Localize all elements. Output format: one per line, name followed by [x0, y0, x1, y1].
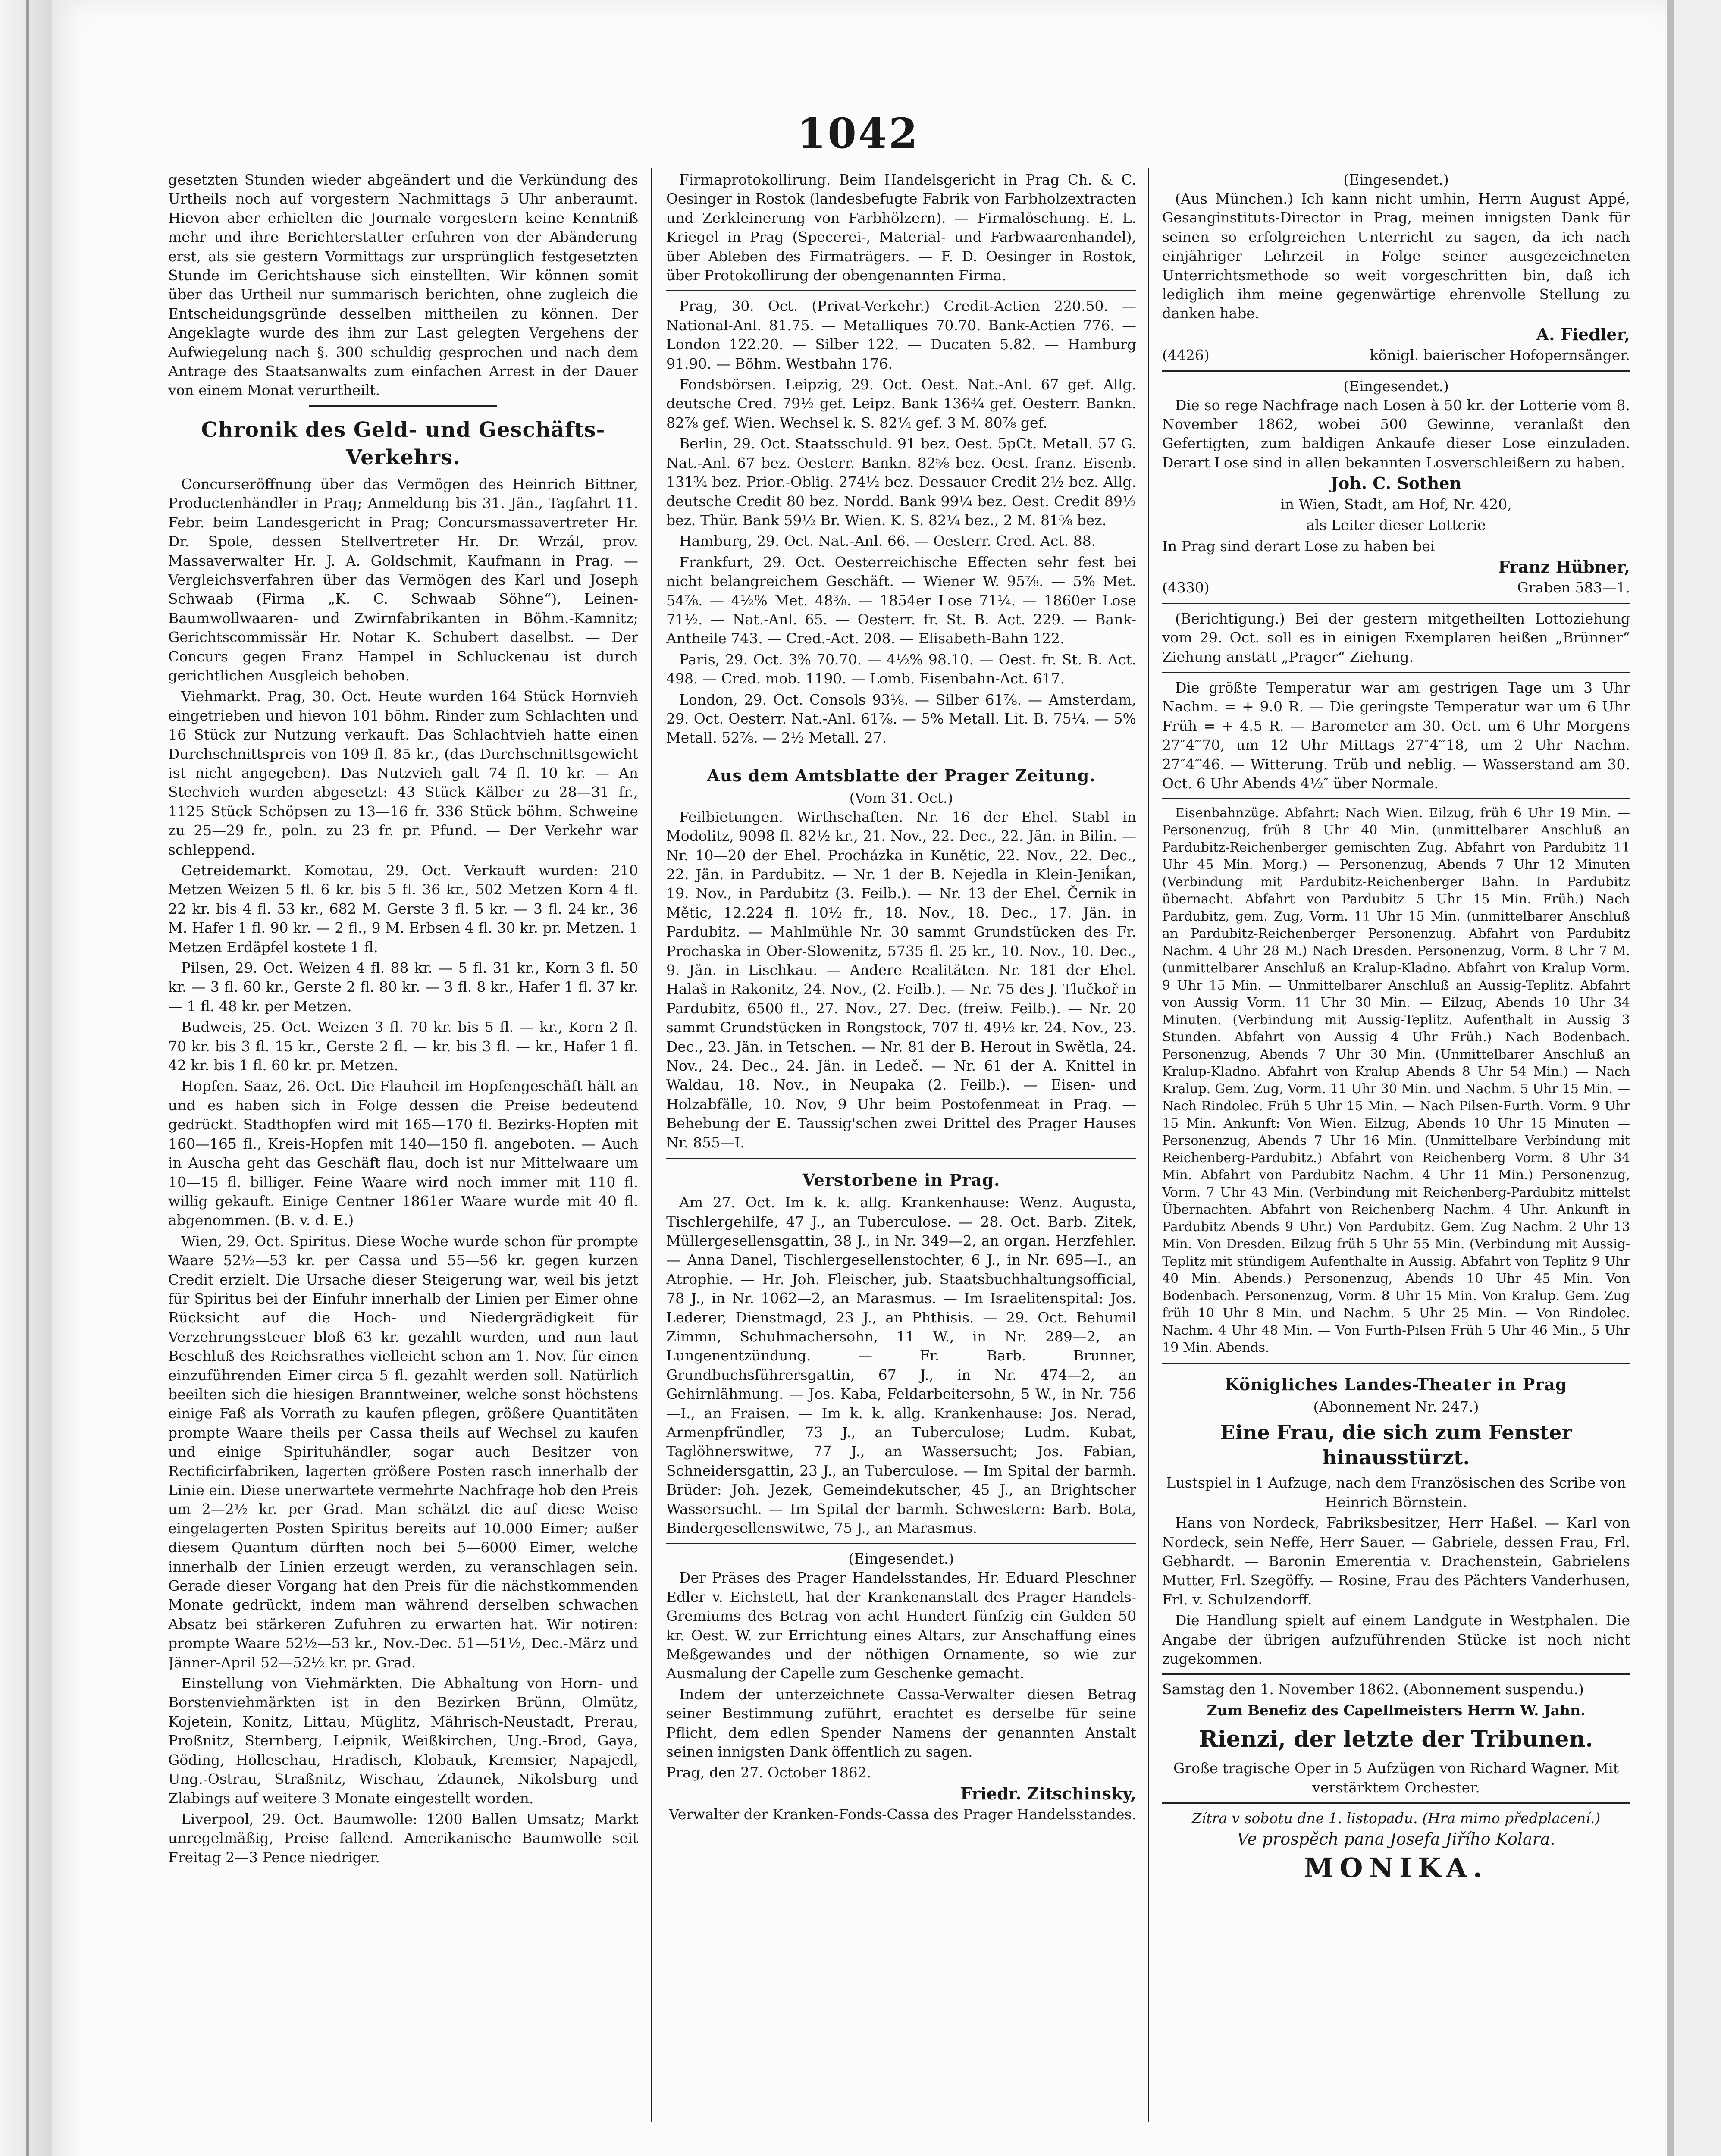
play-title-monika: MONIKA.: [1304, 1852, 1489, 1883]
page-edge-line: [1667, 0, 1674, 2156]
eingesendet-label-1: (Eingesendet.): [1343, 171, 1449, 188]
paragraph-prag-boerse: Prag, 30. Oct. (Privat-Verkehr.) Credit-Actien 220.50. — National-Anl. 81.75. — Metalliques 70.70. Bank-Actien 776. — London 122.20. — Silber 122. — Ducaten 5.82. — Hamburg 91.90. — Böhm. Westbahn 176.: [666, 298, 1136, 372]
separator: [666, 1543, 1136, 1544]
signature-fiedler: A. Fiedler,: [1536, 324, 1630, 344]
lotterie-prag-note: In Prag sind derart Lose zu haben bei: [1162, 537, 1435, 555]
separator: [1162, 603, 1630, 604]
paragraph-eingesendet: Der Präses des Prager Handelsstandes, Hr. Eduard Pleschner Edler v. Eichstett, hat der Krankenanstalt des Prager Handels-Gremiums des Betrag von acht Hundert fünfzig ein Gulden 50 kr. Oest. W. zur Errichtung eines Altars, zur Anschaffung eines Meßgewandes und der nöthigen Ornamente, so wie zur Ausmalung der Capelle zum Geschenke gemacht.: [666, 1569, 1136, 1682]
separator: [1162, 798, 1630, 799]
paragraph-feilbietungen: Feilbietungen. Wirthschaften. Nr. 16 der Ehel. Stabl in Modolitz, 9098 fl. 82½ kr., 21. Nov., 22. Dec., 22. Jän. in Bilin. — Nr. 10—20 der Ehel. Procházka in Kunětic, 22. Nov., 22. Dec., 22. Jän. in Pardubitz. — Nr. 1 der B. Nejedla in Klein-Jeniḱan, 19. Nov., in Pardubitz (3. Feilb.). — Nr. 13 der Ehel. Černik in Mětic, 12.224 fl. 10½ fr., 18. Nov., 18. Dec., 17. Jän. in Pardubitz. — Mahlmühle Nr. 30 sammt Grundstücken des Fr. Prochaska in Ober-Slowenitz, 5735 fl. 25 kr., 10. Nov., 10. Dec., 9. Jän. in Lischkau. — Andere Realitäten. Nr. 181 der Ehel. Halaš in Rakonitz, 24. Nov., (2. Feilb.). — Nr. 75 des J. Tlučkoř in Pardubitz, 6500 fl., 27. Nov., 27. Dec. (freiw. Feilb.). — Nr. 20 sammt Grundstücken in Rongstock, 707 fl. 49½ kr. 24. Nov., 23. Dec., 23. Jän. in Tetschen. — Nr. 81 der B. Herout in Swětla, 24. Nov., 24. Dec., 24. Jän. in Ledeč. — Nr. 61 der A. Knittel in Waldau, 18. Nov., in Neupaka (2. Feilb.). — Eisen- und Holzabfälle, 10. Nov, 9 Uhr beim Postofenmeat in Prag. — Behebung der E. Taussig'schen zwei Drittel des Prager Hauses Nr. 855—I.: [666, 808, 1136, 1151]
paragraph-viehmarkt: Viehmarkt. Prag, 30. Oct. Heute wurden 164 Stück Hornvieh eingetrieben und hievon 101 böhm. Rinder zum Schlachten und 16 Stück zur Nutzung verkauft. Das Schlachtvieh hatte einen Durchschnittspreis von 109 fl. 85 kr., (das Durchschnittsgewicht ist nicht angegeben). Das Nutzvieh galt 74 fl. 10 kr. — An Stechvieh wurden abgesetzt: 43 Stück Kälber zu 28—31 fr., 1125 Stück Schöpsen zu 13—16 fr. 336 Stück böhm. Schweine zu 25—29 fr., poln. zu 23 fr. pr. Pfund. — Der Verkehr war schleppend.: [168, 688, 638, 858]
signature-sothen-addr: in Wien, Stadt, am Hof, Nr. 420,: [1280, 495, 1512, 513]
ad-number: (4330): [1162, 579, 1210, 596]
separator: [666, 1158, 1136, 1161]
section-subtitle-amtsblatt: (Vom 31. Oct.): [849, 789, 953, 806]
paragraph-fondsboersen: Fondsbörsen. Leipzig, 29. Oct. Oest. Nat.-Anl. 67 gef. Allg. deutsche Cred. 79½ gef. Leipz. Bank 136¾ gef. Oesterr. Bankn. 82⅞ gef. Wien. Wechsel k. S. 82¼ gef. 3 M. 80⅞ gef.: [666, 376, 1136, 431]
paragraph-london: London, 29. Oct. Consols 93⅛. — Silber 61⅞. — Amsterdam, 29. Oct. Oesterr. Nat.-Anl. 61⅞. — 5% Metall. Lit. B. 75¼. — 5% Metall. 52⅞. — 2½ Metall. 27.: [666, 691, 1136, 746]
opera-description: Große tragische Oper in 5 Aufzügen von Richard Wagner. Mit verstärktem Orchester.: [1173, 1760, 1619, 1796]
separator: [1162, 1363, 1630, 1366]
czech-line-2: Ve prospěch pana Josefa Jiřího Kolara.: [1237, 1830, 1555, 1849]
article-continuation: gesetzten Stunden wieder abgeändert und die Verkündung des Urtheils noch auf vorgestern Nachmittags 5 Uhr anberaumt. Hievon aber erhielten die Journale vorgestern keine Kenntniß mehr und ihre Berichterstatter erfuhren von der Abänderung erst, als sie gestern Vormittags zur ursprünglich festgesetzten Stunde im Gerichtshause sich einstellten. Wir können somit über das Urtheil nur summarisch berichten, ohne zugleich die Entscheidungsgründe desselben mittheilen zu können. Der Angeklagte wurde des ihm zur Last gelegten Vergehens der Aufwiegelung nach §. 300 schuldig gesprochen und nach dem Antrage des Staatsanwalts zum einfachen Arrest in der Dauer von einem Monat verurtheilt.: [168, 171, 638, 399]
paragraph-verstorbene: Am 27. Oct. Im k. k. allg. Krankenhause: Wenz. Augusta, Tischlergehilfe, 47 J., an Tuberculose. — 28. Oct. Barb. Zitek, Müllergesellensgattin, 38 J., in Nr. 349—2, an organ. Herzfehler. — Anna Danel, Tischlergesellenstochter, 6 J., in Nr. 695—I., an Atrophie. — Hr. Joh. Fleischer, jub. Staatsbuchhaltungsofficial, 78 J., in Nr. 1062—2, an Marasmus. — Im Israelitenspital: Jos. Lederer, Dienstmagd, 23 J., an Phthisis. — 29. Oct. Behumil Zimmn, Schuhmachersohn, 11 W., in Nr. 289—2, an Lungenentzündung. — Fr. Barb. Brunner, Grundbuchsführersgattin, 67 J., in Nr. 474—2, an Gehirnlähmung. — Jos. Kaba, Feldarbeitersohn, 5 W., in Nr. 756—I., an Fraisen. — Im k. k. allg. Krankenhause: Jos. Nerad, Armenpfründler, 73 J., an Tuberculose; Ludm. Kubat, Taglöhnerswitwe, 77 J., an Wassersucht; Jos. Fabian, Schneidersgattin, 23 J., an Tuberculose. — Im Spital der barmh. Brüder: Joh. Jezek, Gemeindekutscher, 45 J., an Brightscher Wassersucht. — Im Spital der barmh. Schwestern: Barb. Bota, Bindergesellenswitwe, 75 J., an Marasmus.: [666, 1194, 1136, 1536]
column-rule-2: [1148, 168, 1149, 2122]
separator: [1162, 1673, 1630, 1675]
paragraph-eingesendet-muenchen: (Aus München.) Ich kann nicht umhin, Herrn August Appé, Gesanginstituts-Director in Prag, meinen innigsten Dank für seinen so erfolgreichen Unterricht zu sagen, da ich nach einjähriger Lehrzeit in Folge seiner ausgezeichneten Unterrichtsmethode so weit vorgeschritten bin, daß ich lediglich ihm meine gegenwärtige ehrenvolle Stellung zu danken habe.: [1162, 190, 1630, 322]
separator: [666, 290, 1136, 291]
separator: [666, 754, 1136, 757]
paragraph-eingesendet-2: Indem der unterzeichnete Cassa-Verwalter diesen Betrag seiner Bestimmung zuführt, erachtet es derselbe für seine Pflicht, dem edlen Spender Namens der genannten Anstalt seinen innigsten Dank öffentlich zu sagen.: [666, 1686, 1136, 1761]
firm-row-huebner: [1162, 578, 1630, 597]
separator: [1162, 672, 1630, 673]
paragraph-budweis: Budweis, 25. Oct. Weizen 3 fl. 70 kr. bis 5 fl. — kr., Korn 2 fl. 70 kr. bis 3 fl. 15 kr., Gerste 2 fl. — kr. bis 3 fl. — kr., Hafer 1 fl. 42 kr. bis 1 fl. 60 kr. pr. Metzen.: [168, 1018, 638, 1074]
column-left: [168, 170, 638, 2154]
ad-number: (4426): [1162, 347, 1210, 364]
page-number: 1042: [797, 109, 919, 158]
signature-role: königl. baierischer Hofopernsänger.: [1370, 347, 1630, 364]
paragraph-paris: Paris, 29. Oct. 3% 70.70. — 4½% 98.10. — Oest. fr. St. B. Act. 498. — Cred. mob. 1190. — Lomb. Eisenbahn-Act. 617.: [666, 651, 1136, 687]
column-middle: [666, 170, 1136, 2154]
play-description: Lustspiel in 1 Aufzuge, nach dem Französischen des Scribe von Heinrich Börnstein.: [1166, 1474, 1626, 1510]
eingesendet-label: (Eingesendet.): [848, 1550, 954, 1567]
opera-title: Rienzi, der letzte der Tribunen.: [1199, 1726, 1593, 1753]
paragraph-eisenbahnzuege: Eisenbahnzüge. Abfahrt: Nach Wien. Eilzug, früh 6 Uhr 19 Min. — Personenzug, früh 8 Uhr 40 Min. (unmittelbarer Anschluß an Pardubitz-Reichenberger gemischten Zug. Abfahrt von Pardubitz 11 Uhr 45 Min. Morg.) — Personenzug, Abends 7 Uhr 12 Minuten (Verbindung mit Pardubitz-Reichenberger Bahn. In Pardubitz übernacht. Abfahrt von Pardubitz 5 Uhr 15 Min. Früh.) Nach Pardubitz, gem. Zug, Vorm. 11 Uhr 15 Min. (unmittelbarer Anschluß an Pardubitz-Reichenberger Personenzug. Abfahrt von Pardubitz Nachm. 4 Uhr 28 M.) Nach Dresden. Personenzug, Vorm. 8 Uhr 7 M. (unmittelbarer Anschluß an Kralup-Kladno. Abfahrt von Kralup Vorm. 9 Uhr 15 Min. — Unmittelbarer Anschluß an Aussig-Teplitz. Abfahrt von Aussig Vorm. 11 Uhr 30 Min. — Eilzug, Abends 10 Uhr 34 Minuten. (Verbindung mit Aussig-Teplitz. Aufenthalt in Aussig 3 Stunden. Abfahrt von Aussig 4 Uhr Früh.) Nach Bodenbach. Personenzug, Abends 7 Uhr 30 Min. (Unmittelbarer Anschluß an Kralup-Kladno. Abfahrt von Kralup Abends 8 Uhr 54 Min.) — Nach Kralup. Gem. Zug, Vorm. 11 Uhr 30 Min. und Nachm. 5 Uhr 15 Min. — Nach Rindolec. Früh 5 Uhr 15 Min. — Nach Pilsen-Furth. Vorm. 9 Uhr 15 Min. Ankunft: Von Wien. Eilzug, Abends 10 Uhr 15 Minuten — Personenzug, Abends 7 Uhr 16 Min. (Unmittelbare Verbindung mit Reichenberg-Pardubitz.) Abfahrt von Reichenberg Vorm. 8 Uhr 34 Min. Abfahrt von Pardubitz Nachm. 4 Uhr 11 Min.) Personenzug, Vorm. 7 Uhr 43 Min. (Verbindung mit Reichenberg-Pardubitz mittelst Übernachten. Abfahrt von Reichenberg Nachm. 4 Uhr. Ankunft in Pardubitz Abends 9 Uhr.) Von Pardubitz. Gem. Zug Nachm. 2 Uhr 13 Min. Von Dresden. Eilzug früh 5 Uhr 55 Min. (Verbindung mit Aussig-Teplitz mit stündigem Aufenthalte in Aussig. Abfahrt von Teplitz 9 Uhr 40 Min. Abends.) Personenzug, Abends 10 Uhr 45 Min. Von Bodenbach. Personenzug, Vorm. 8 Uhr 15 Min. Von Kralup. Gem. Zug früh 10 Uhr 8 Min. und Nachm. 5 Uhr 25 Min. — Von Rindolec. Nachm. 4 Uhr 48 Min. — Von Furth-Pilsen Früh 5 Uhr 46 Min., 5 Uhr 19 Min. Abends.: [1162, 805, 1630, 1356]
paragraph-lotterie: Die so rege Nachfrage nach Losen à 50 kr. der Lotterie vom 8. November 1862, wobei 500 Gewinne, veranlaßt den Gefertigten, zum baldigen Ankaufe dieser Lose einzuladen. Derart Lose sind in allen bekannten Losverschleißern zu haben.: [1162, 396, 1630, 471]
section-title-verstorbene: Verstorbene in Prag.: [802, 1170, 1000, 1190]
separator: [1162, 1802, 1630, 1804]
paragraph-berlin: Berlin, 29. Oct. Staatsschuld. 91 bez. Oest. 5pCt. Metall. 57 G. Nat.-Anl. 67 bez. Oesterr. Bankn. 82⅝ bez. Oest. franz. Eisenb. 131¾ bez. Prior.-Oblig. 274½ bez. Dessauer Credit 2½ bez. Allg. deutsche Credit 80 bez. Nordd. Bank 99¼ bez. Oest. Credit 89½ bez. Thür. Bank 59½ Br. Wien. K. S. 82¼ bez., 2 M. 81⅝ bez.: [666, 435, 1136, 529]
column-rule-1: [651, 168, 652, 2122]
section-title-chronik: Chronik des Geld- und Geschäfts-Verkehrs.: [201, 417, 605, 470]
benefit-line: Zum Benefiz des Capellmeisters Herrn W. Jahn.: [1207, 1702, 1586, 1719]
signature-sothen: Joh. C. Sothen: [1330, 473, 1462, 493]
firm-address: Graben 583—1.: [1517, 579, 1630, 596]
saturday-line: Samstag den 1. November 1862. (Abonnement suspendu.): [1162, 1681, 1584, 1698]
theater-abonnement: (Abonnement Nr. 247.): [1313, 1398, 1479, 1416]
signature-sothen-role: als Leiter dieser Lotterie: [1306, 517, 1486, 534]
paragraph-einstellung: Einstellung von Viehmärkten. Die Abhaltung von Horn- und Borstenviehmärkten ist in den Bezirken Brünn, Olmütz, Kojetein, Konitz, Littau, Müglitz, Mährisch-Neustadt, Prerau, Proßnitz, Sternberg, Leipnik, Weißkirchen, Ung.-Brod, Gaya, Göding, Holleschau, Hradisch, Klobauk, Kremsier, Napajedl, Ung.-Ostrau, Straßnitz, Wischau, Zdaunek, Nikolsburg und Zlabings auf weitere 3 Monate eingestellt worden.: [168, 1675, 638, 1807]
eingesendet-label-2: (Eingesendet.): [1343, 377, 1449, 395]
paragraph-getreidemarkt: Getreidemarkt. Komotau, 29. Oct. Verkauft wurden: 210 Metzen Weizen 5 fl. 6 kr. bis 5 fl. 36 kr., 502 Metzen Korn 4 fl. 22 kr. bis 4 fl. 53 kr., 682 M. Gerste 3 fl. 5 kr. — 3 fl. 24 kr., 36 M. Hafer 1 fl. 90 kr. — 2 fl., 9 M. Erbsen 4 fl. 30 kr. pr. Metzen. 1 Metzen Erdäpfel kostete 1 fl.: [168, 862, 638, 956]
play-cast: Hans von Nordeck, Fabriksbesitzer, Herr Haßel. — Karl von Nordeck, sein Neffe, Herr Sauer. — Gabriele, dessen Frau, Frl. Gebhardt. — Baronin Emerentia v. Drachenstein, Gabrielens Mutter, Frl. Szegöffy. — Rosine, Frau des Pächters Vanderhusen, Frl. v. Schulzendorff.: [1162, 1514, 1630, 1608]
play-note: Die Handlung spielt auf einem Landgute in Westphalen. Die Angabe der übrigen aufzuführenden Stücke ist noch nicht zugekommen.: [1162, 1612, 1630, 1667]
eingesendet-date: Prag, den 27. October 1862.: [666, 1764, 871, 1781]
eingesendet-signature: Friedr. Zitschinsky,: [960, 1783, 1136, 1803]
paragraph-pilsen: Pilsen, 29. Oct. Weizen 4 fl. 88 kr. — 5 fl. 31 kr., Korn 3 fl. 50 kr. — 3 fl. 60 kr., Gerste 2 fl. 80 kr. — 3 fl. 8 kr., Hafer 1 fl. 37 kr. — 1 fl. 48 kr. per Metzen.: [168, 959, 638, 1015]
binding-edge: [26, 0, 29, 2156]
paragraph-hamburg: Hamburg, 29. Oct. Nat.-Anl. 66. — Oesterr. Cred. Act. 88.: [679, 533, 1096, 550]
page-right-margin: [1667, 0, 1721, 2156]
theater-title: Königliches Landes-Theater in Prag: [1225, 1375, 1567, 1395]
firm-huebner: Franz Hübner,: [1498, 557, 1630, 577]
eingesendet-role: Verwalter der Kranken-Fonds-Cassa des Prager Handelsstandes.: [669, 1806, 1136, 1823]
paragraph-wien-spiritus: Wien, 29. Oct. Spiritus. Diese Woche wurde schon für prompte Waare 52½—53 kr. per Cassa und 55—56 kr. gegen kurzen Credit erzielt. Die Ursache dieser Steigerung war, weil bis jetzt für Spiritus bei der Einfuhr innerhalb der Linien per Eimer ohne Rücksicht auf die Hoch- und Niedergrädigkeit für Verzehrungssteuer bloß 63 kr. gezahlt wurden, und nun laut Beschluß des Reichsrathes vielleicht schon am 1. Nov. für einen einzuführenden Eimer circa 5 fl. gezahlt werden soll. Natürlich beeilten sich die hiesigen Branntweiner, welche sonst höchstens einige Faß als Vorrath zu kaufen pflegen, größere Quantitäten prompte Waare theils per Cassa theils auf Wechsel zu kaufen und einige Spirituhändler, sogar auch Besitzer von Rectificirfabriken, lagerten größere Posten rasch innerhalb der Linie ein. Diese unerwartete vermehrte Nachfrage hob den Preis um 2—2½ kr. per Grad. Man schätzt die auf diese Weise eingelagerten Posten Spiritus bereits auf 10.000 Eimer; außer diesem Quantum dürften noch bei 5—6000 Eimer, welche innerhalb der Linien erzeugt werden, zu veranschlagen sein. Gerade dieser Vorgang hat den Preis für die nächstkommenden Monate gedrückt, indem man während derselben schwachen Absatz bei stärkeren Zufuhren zu erwarten hat. Wir notiren: prompte Waare 52½—53 kr., Nov.-Dec. 51—51½, Dec.-März und Jänner-April 52—52½ kr. pr. Grad.: [168, 1232, 638, 1671]
paragraph-liverpool: Liverpool, 29. Oct. Baumwolle: 1200 Ballen Umsatz; Markt unregelmäßig, Preise fallend. Amerikanische Baumwolle seit Freitag 2—3 Pence niedriger.: [168, 1810, 638, 1866]
separator: [309, 405, 497, 407]
column-right: [1162, 170, 1630, 2154]
czech-line-1: Zítra v sobotu dne 1. listopadu. (Hra mimo předplacení.): [1191, 1810, 1601, 1827]
paragraph-berichtigung: (Berichtigung.) Bei der gestern mitgetheilten Lottoziehung vom 29. Oct. soll es in einigen Exemplaren heißen „Brünner“ Ziehung anstatt „Prager“ Ziehung.: [1162, 610, 1630, 665]
paragraph-hopfen: Hopfen. Saaz, 26. Oct. Die Flauheit im Hopfengeschäft hält an und es haben sich in Folge dessen die Preise bedeutend gedrückt. Stadthopfen wird mit 165—170 fl. Bezirks-Hopfen mit 160—165 fl., Kreis-Hopfen mit 140—150 fl. angeboten. — Auch in Auscha geht das Geschäft flau, doch ist nur Mittelwaare um 10—15 fl. billiger. Feine Waare wird noch immer mit 110 fl. willig gekauft. Einige Centner 1861er Waare wurde mit 40 fl. abgenommen. (B. v. d. E.): [168, 1078, 638, 1229]
play-title: Eine Frau, die sich zum Fenster hinausstürzt.: [1220, 1421, 1572, 1470]
paragraph-frankfurt: Frankfurt, 29. Oct. Oesterreichische Effecten sehr fest bei nicht belangreichem Geschäft. — Wiener W. 95⅞. — 5% Met. 54⅞. — 4½% Met. 48⅜. — 1854er Lose 71¼. — 1860er Lose 71½. — Nat.-Anl. 65. — Oesterr. fr. St. B. Act. 229. — Bank-Antheile 743. — Cred.-Act. 208. — Elisabeth-Bahn 122.: [666, 553, 1136, 647]
paragraph-temperatur: Die größte Temperatur war am gestrigen Tage um 3 Uhr Nachm. = + 9.0 R. — Die geringste Temperatur war um 6 Uhr Früh = + 4.5 R. — Barometer am 30. Oct. um 6 Uhr Morgens 27″4‴70, um 12 Uhr Mittags 27″4‴18, um 2 Uhr Nachm. 27″4‴46. — Witterung. Trüb und neblig. — Wasserstand am 30. Oct. 6 Uhr Abends 4½″ über Normale.: [1162, 679, 1630, 792]
separator: [1162, 370, 1630, 372]
paragraph-firmaprotokollirung: Firmaprotokollirung. Beim Handelsgericht in Prag Ch. & C. Oesinger in Rostok (landesbefugte Fabrik von Farbholzextracten und Zerkleinerung von Farbhölzern). — Firmalöschung. E. L. Kriegel in Prag (Specerei-, Material- und Farbwaarenhandel), über Ableben des Firmaträgers. — F. D. Oesinger in Rostok, über Protokollirung der obengenannten Firma.: [666, 171, 1136, 284]
paragraph-concurs: Concurseröffnung über das Vermögen des Heinrich Bittner, Productenhändler in Prag; Anmeldung bis 31. Jän., Tagfahrt 11. Febr. beim Landesgericht in Prag; Concursmassavertreter Hr. Dr. Spole, dessen Stellvertreter Hr. Dr. Wrzál, prov. Massaverwalter Hr. J. A. Goldschmit, Kaufmann in Prag. — Vergleichsverfahren über das Vermögen des Karl und Joseph Schwaab (Firma „K. C. Schwaab Söhne“), Leinen-Baumwollwaaren- und Zwirnfabrikanten in Böhm.-Kamnitz; Gerichtscommissär Hr. Notar K. Schubert daselbst. — Der Concurs gegen Franz Hampel in Schluckenau ist durch gerichtlichen Ausgleich behoben.: [168, 475, 638, 684]
signature-row-fiedler: [1162, 346, 1630, 365]
section-title-amtsblatt: Aus dem Amtsblatte der Prager Zeitung.: [707, 765, 1096, 785]
